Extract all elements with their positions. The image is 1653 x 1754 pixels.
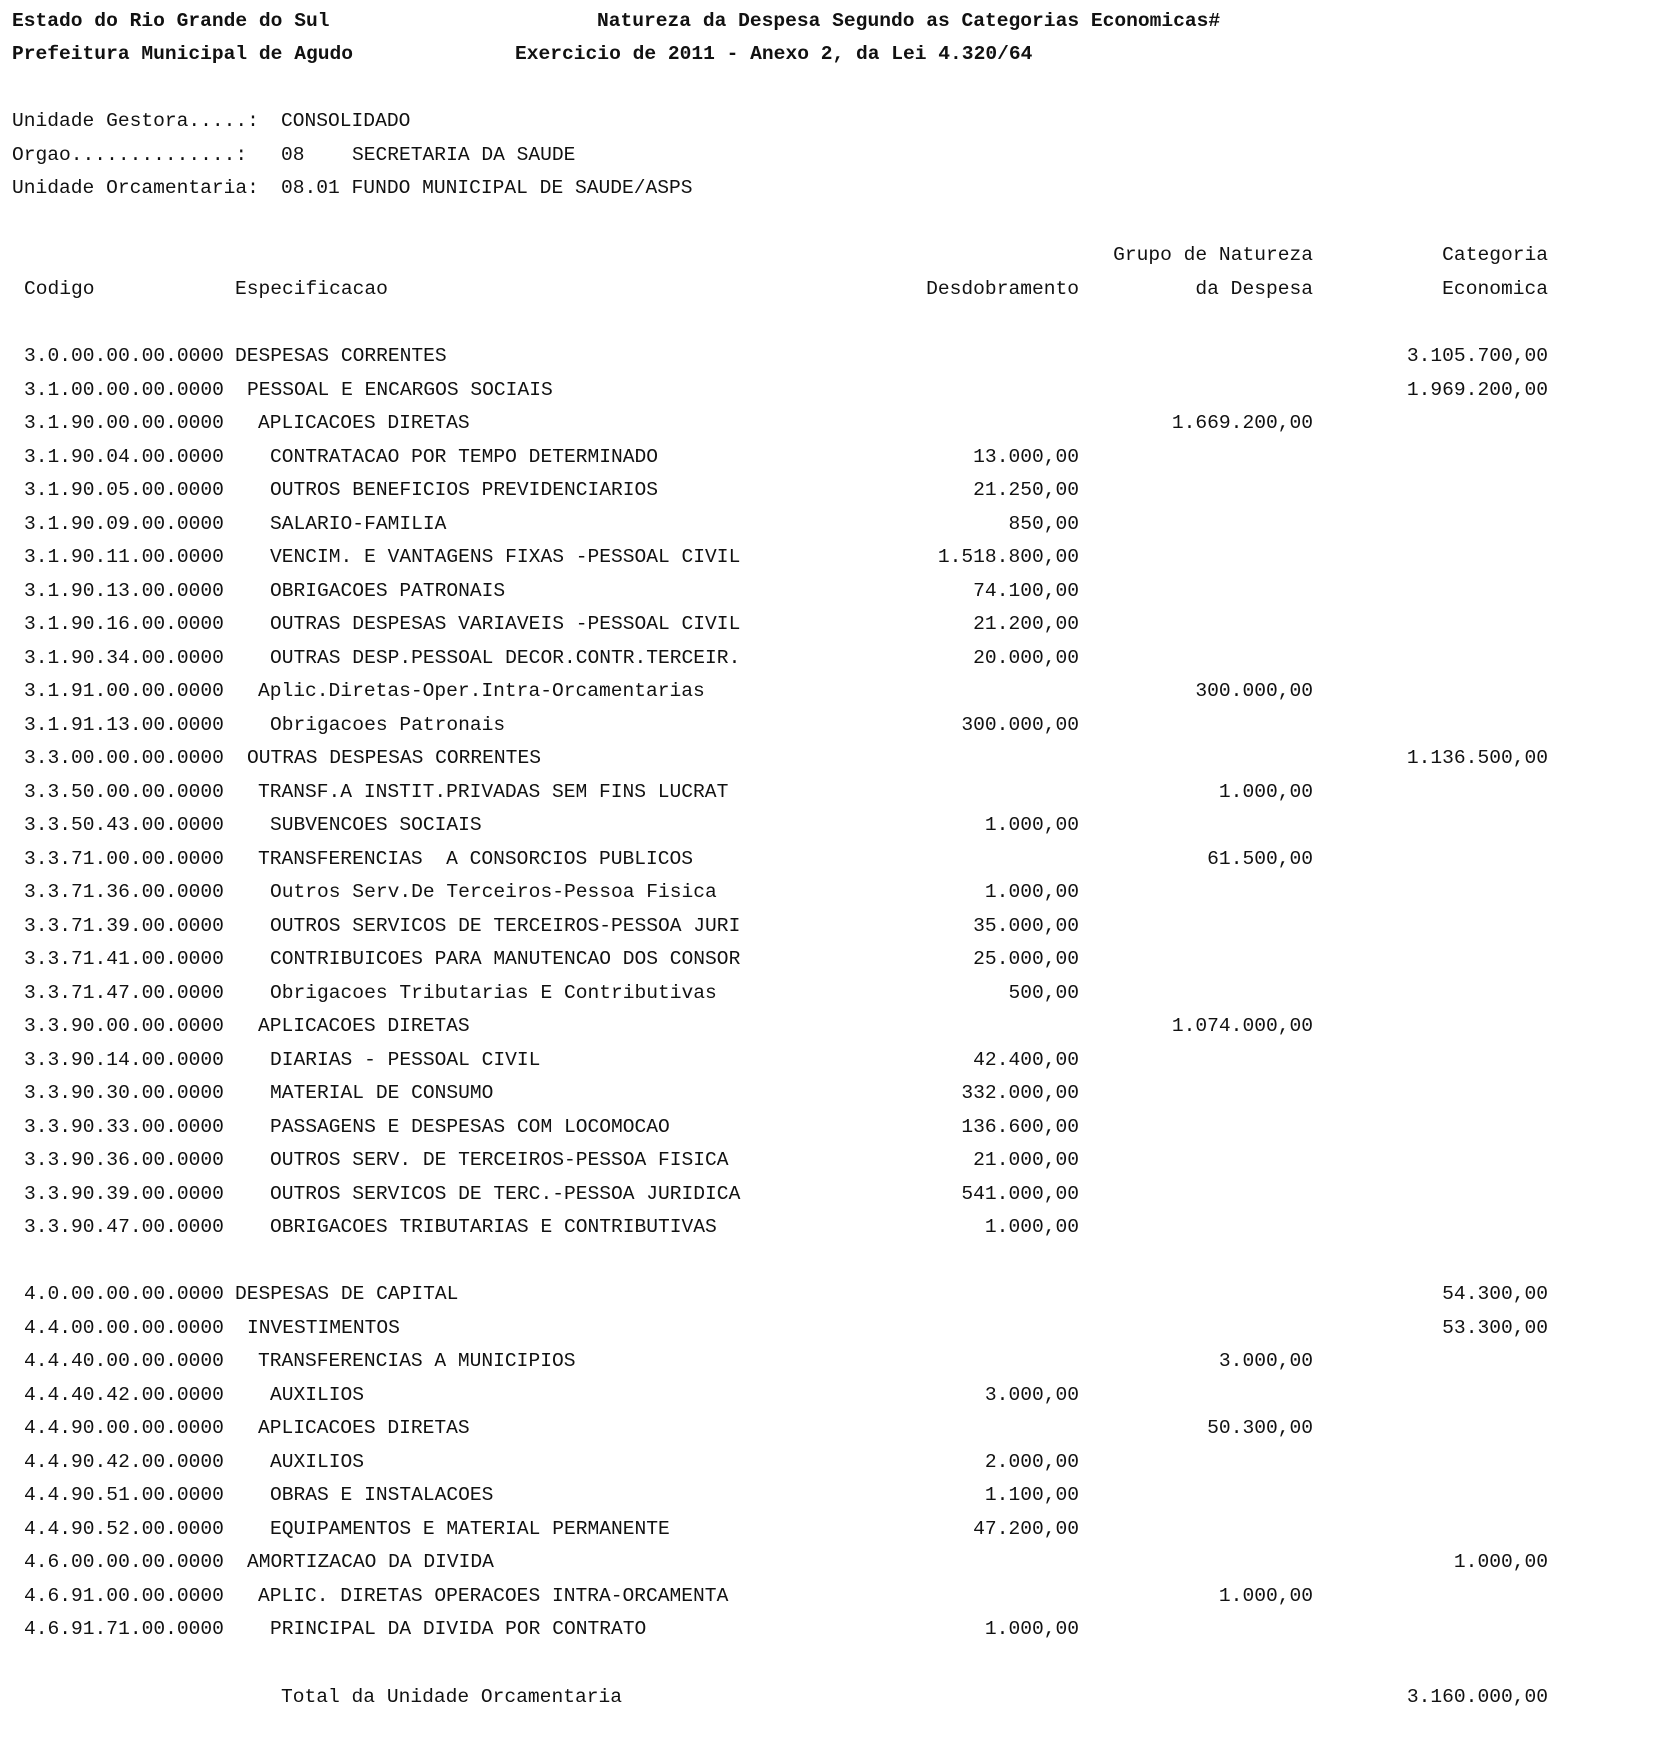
table-row xyxy=(0,714,1653,736)
row-specification: OBRAS E INSTALACOES xyxy=(270,1484,494,1506)
row-code: 4.4.90.51.00.0000 xyxy=(24,1484,224,1506)
row-desdobramento: 21.250,00 xyxy=(973,479,1079,501)
table-row xyxy=(0,1283,1653,1305)
row-code: 3.0.00.00.00.0000 xyxy=(24,345,224,367)
row-specification: AUXILIOS xyxy=(270,1451,365,1473)
row-grupo: 300.000,00 xyxy=(1195,680,1313,702)
row-desdobramento: 1.000,00 xyxy=(984,1216,1079,1238)
orgao-code: 08 xyxy=(281,144,305,166)
table-row xyxy=(0,915,1653,937)
row-categoria: 1.136.500,00 xyxy=(1406,747,1548,769)
row-desdobramento: 20.000,00 xyxy=(973,647,1079,669)
report-title: Natureza da Despesa Segundo as Categorias Economicas# xyxy=(597,10,1221,32)
row-desdobramento: 25.000,00 xyxy=(973,948,1079,970)
row-categoria: 3.105.700,00 xyxy=(1406,345,1548,367)
row-categoria: 53.300,00 xyxy=(1442,1317,1548,1339)
row-code: 4.4.90.42.00.0000 xyxy=(24,1451,224,1473)
row-code: 3.3.00.00.00.0000 xyxy=(24,747,224,769)
table-row xyxy=(0,1250,1653,1272)
row-desdobramento: 42.400,00 xyxy=(973,1049,1079,1071)
table-row xyxy=(0,1216,1653,1238)
row-code: 3.1.90.09.00.0000 xyxy=(24,513,224,535)
row-code: 4.4.00.00.00.0000 xyxy=(24,1317,224,1339)
row-desdobramento: 21.000,00 xyxy=(973,1149,1079,1171)
table-row xyxy=(0,1451,1653,1473)
row-desdobramento: 850,00 xyxy=(1008,513,1079,535)
row-specification: MATERIAL DE CONSUMO xyxy=(270,1082,494,1104)
row-grupo: 1.000,00 xyxy=(1218,1585,1313,1607)
row-specification: PASSAGENS E DESPESAS COM LOCOMOCAO xyxy=(270,1116,670,1138)
row-desdobramento: 1.100,00 xyxy=(984,1484,1079,1506)
table-row xyxy=(0,446,1653,468)
row-specification: SALARIO-FAMILIA xyxy=(270,513,447,535)
table-row xyxy=(0,1551,1653,1573)
row-desdobramento: 3.000,00 xyxy=(984,1384,1079,1406)
row-code: 3.3.50.43.00.0000 xyxy=(24,814,224,836)
table-row xyxy=(0,412,1653,434)
row-code: 3.3.90.00.00.0000 xyxy=(24,1015,224,1037)
row-grupo: 1.074.000,00 xyxy=(1171,1015,1313,1037)
orgao-label: Orgao..............: xyxy=(12,144,248,166)
table-row xyxy=(0,1618,1653,1640)
column-header-desdobramento: Desdobramento xyxy=(926,278,1079,300)
row-code: 3.1.90.05.00.0000 xyxy=(24,479,224,501)
table-row xyxy=(0,1317,1653,1339)
table-row xyxy=(0,1518,1653,1540)
table-row xyxy=(0,613,1653,635)
row-code: 3.3.71.00.00.0000 xyxy=(24,848,224,870)
row-specification: OBRIGACOES TRIBUTARIAS E CONTRIBUTIVAS xyxy=(270,1216,717,1238)
unidade-gestora-value: CONSOLIDADO xyxy=(281,110,411,132)
row-desdobramento: 1.000,00 xyxy=(984,1618,1079,1640)
table-row xyxy=(0,1082,1653,1104)
table-row xyxy=(0,479,1653,501)
state-name: Estado do Rio Grande do Sul xyxy=(12,10,330,32)
row-desdobramento: 1.000,00 xyxy=(984,881,1079,903)
row-code: 3.3.71.39.00.0000 xyxy=(24,915,224,937)
table-row xyxy=(0,982,1653,1004)
column-header-especificacao: Especificacao xyxy=(235,278,388,300)
table-row xyxy=(0,580,1653,602)
row-code: 4.6.91.00.00.0000 xyxy=(24,1585,224,1607)
row-code: 3.1.00.00.00.0000 xyxy=(24,379,224,401)
row-desdobramento: 13.000,00 xyxy=(973,446,1079,468)
table-row xyxy=(0,546,1653,568)
row-specification: INVESTIMENTOS xyxy=(247,1317,400,1339)
table-row xyxy=(0,1015,1653,1037)
row-specification: Obrigacoes Tributarias E Contributivas xyxy=(270,982,717,1004)
row-code: 3.1.90.04.00.0000 xyxy=(24,446,224,468)
table-row xyxy=(0,1183,1653,1205)
column-header-grupo-line2: da Despesa xyxy=(1195,278,1313,300)
row-specification: APLICACOES DIRETAS xyxy=(258,1015,470,1037)
table-row xyxy=(0,948,1653,970)
unidade-orcamentaria-label: Unidade Orcamentaria: xyxy=(12,177,259,199)
row-grupo: 1.000,00 xyxy=(1218,781,1313,803)
row-specification: Outros Serv.De Terceiros-Pessoa Fisica xyxy=(270,881,717,903)
unidade-orcamentaria-value: 08.01 FUNDO MUNICIPAL DE SAUDE/ASPS xyxy=(281,177,693,199)
row-specification: AUXILIOS xyxy=(270,1384,365,1406)
row-desdobramento: 35.000,00 xyxy=(973,915,1079,937)
row-specification: VENCIM. E VANTAGENS FIXAS -PESSOAL CIVIL xyxy=(270,546,741,568)
table-row xyxy=(0,513,1653,535)
table-row xyxy=(0,1049,1653,1071)
table-row xyxy=(0,881,1653,903)
row-desdobramento: 47.200,00 xyxy=(973,1518,1079,1540)
row-desdobramento: 541.000,00 xyxy=(961,1183,1079,1205)
table-row xyxy=(0,345,1653,367)
row-code: 3.3.90.39.00.0000 xyxy=(24,1183,224,1205)
row-code: 3.1.91.13.00.0000 xyxy=(24,714,224,736)
row-specification: OBRIGACOES PATRONAIS xyxy=(270,580,506,602)
table-row xyxy=(0,848,1653,870)
row-code: 3.1.90.16.00.0000 xyxy=(24,613,224,635)
row-code: 3.3.90.14.00.0000 xyxy=(24,1049,224,1071)
column-header-codigo: Codigo xyxy=(24,278,95,300)
row-grupo: 50.300,00 xyxy=(1207,1417,1313,1439)
table-row xyxy=(0,1149,1653,1171)
row-specification: OUTRAS DESPESAS VARIAVEIS -PESSOAL CIVIL xyxy=(270,613,741,635)
table-row xyxy=(0,1585,1653,1607)
row-code: 3.3.71.47.00.0000 xyxy=(24,982,224,1004)
row-code: 3.1.90.13.00.0000 xyxy=(24,580,224,602)
row-code: 4.4.90.00.00.0000 xyxy=(24,1417,224,1439)
row-code: 3.3.71.41.00.0000 xyxy=(24,948,224,970)
table-row xyxy=(0,1116,1653,1138)
table-row xyxy=(0,680,1653,702)
row-specification: OUTROS SERVICOS DE TERC.-PESSOA JURIDICA xyxy=(270,1183,741,1205)
row-specification: CONTRATACAO POR TEMPO DETERMINADO xyxy=(270,446,659,468)
row-desdobramento: 136.600,00 xyxy=(961,1116,1079,1138)
unidade-gestora-label: Unidade Gestora.....: xyxy=(12,110,259,132)
column-header-categoria-line1: Categoria xyxy=(1442,244,1548,266)
row-desdobramento: 300.000,00 xyxy=(961,714,1079,736)
row-specification: DIARIAS - PESSOAL CIVIL xyxy=(270,1049,541,1071)
row-specification: CONTRIBUICOES PARA MANUTENCAO DOS CONSOR xyxy=(270,948,741,970)
column-header-categoria-line2: Economica xyxy=(1442,278,1548,300)
total-value: 3.160.000,00 xyxy=(1406,1686,1548,1708)
row-grupo: 1.669.200,00 xyxy=(1171,412,1313,434)
row-specification: OUTRAS DESPESAS CORRENTES xyxy=(247,747,541,769)
table-row xyxy=(0,814,1653,836)
row-desdobramento: 1.000,00 xyxy=(984,814,1079,836)
row-categoria: 1.969.200,00 xyxy=(1406,379,1548,401)
row-specification: OUTRAS DESP.PESSOAL DECOR.CONTR.TERCEIR. xyxy=(270,647,741,669)
column-header-grupo-line1: Grupo de Natureza xyxy=(1113,244,1313,266)
row-desdobramento: 332.000,00 xyxy=(961,1082,1079,1104)
row-code: 3.1.90.34.00.0000 xyxy=(24,647,224,669)
row-code: 3.1.90.11.00.0000 xyxy=(24,546,224,568)
row-code: 3.1.90.00.00.0000 xyxy=(24,412,224,434)
row-desdobramento: 1.518.800,00 xyxy=(937,546,1079,568)
row-specification: EQUIPAMENTOS E MATERIAL PERMANENTE xyxy=(270,1518,670,1540)
row-code: 4.6.91.71.00.0000 xyxy=(24,1618,224,1640)
row-specification: AMORTIZACAO DA DIVIDA xyxy=(247,1551,494,1573)
row-code: 3.3.71.36.00.0000 xyxy=(24,881,224,903)
row-specification: OUTROS SERVICOS DE TERCEIROS-PESSOA JURI xyxy=(270,915,741,937)
table-row xyxy=(0,1417,1653,1439)
row-specification: OUTROS SERV. DE TERCEIROS-PESSOA FISICA xyxy=(270,1149,729,1171)
row-code: 3.3.90.47.00.0000 xyxy=(24,1216,224,1238)
row-desdobramento: 2.000,00 xyxy=(984,1451,1079,1473)
row-code: 4.4.40.42.00.0000 xyxy=(24,1384,224,1406)
table-row xyxy=(0,781,1653,803)
row-categoria: 54.300,00 xyxy=(1442,1283,1548,1305)
row-grupo: 61.500,00 xyxy=(1207,848,1313,870)
row-specification: TRANSF.A INSTIT.PRIVADAS SEM FINS LUCRAT xyxy=(258,781,729,803)
row-specification: PESSOAL E ENCARGOS SOCIAIS xyxy=(247,379,553,401)
row-specification: OUTROS BENEFICIOS PREVIDENCIARIOS xyxy=(270,479,659,501)
row-code: 3.3.90.30.00.0000 xyxy=(24,1082,224,1104)
row-specification: SUBVENCOES SOCIAIS xyxy=(270,814,482,836)
row-code: 3.3.90.33.00.0000 xyxy=(24,1116,224,1138)
row-code: 3.3.50.00.00.0000 xyxy=(24,781,224,803)
row-specification: Obrigacoes Patronais xyxy=(270,714,506,736)
table-row xyxy=(0,379,1653,401)
table-row xyxy=(0,1350,1653,1372)
row-desdobramento: 74.100,00 xyxy=(973,580,1079,602)
row-specification: TRANSFERENCIAS A CONSORCIOS PUBLICOS xyxy=(258,848,694,870)
row-desdobramento: 500,00 xyxy=(1008,982,1079,1004)
row-specification: APLIC. DIRETAS OPERACOES INTRA-ORCAMENTA xyxy=(258,1585,729,1607)
row-specification: APLICACOES DIRETAS xyxy=(258,412,470,434)
municipality-name: Prefeitura Municipal de Agudo xyxy=(12,43,353,65)
table-row xyxy=(0,647,1653,669)
row-code: 4.4.40.00.00.0000 xyxy=(24,1350,224,1372)
row-specification: APLICACOES DIRETAS xyxy=(258,1417,470,1439)
table-row xyxy=(0,747,1653,769)
row-specification: DESPESAS CORRENTES xyxy=(235,345,447,367)
row-code: 3.1.91.00.00.0000 xyxy=(24,680,224,702)
row-code: 4.4.90.52.00.0000 xyxy=(24,1518,224,1540)
orgao-name: SECRETARIA DA SAUDE xyxy=(352,144,576,166)
row-specification: PRINCIPAL DA DIVIDA POR CONTRATO xyxy=(270,1618,647,1640)
row-code: 4.6.00.00.00.0000 xyxy=(24,1551,224,1573)
row-specification: TRANSFERENCIAS A MUNICIPIOS xyxy=(258,1350,576,1372)
row-code: 3.3.90.36.00.0000 xyxy=(24,1149,224,1171)
row-specification: DESPESAS DE CAPITAL xyxy=(235,1283,459,1305)
row-categoria: 1.000,00 xyxy=(1453,1551,1548,1573)
row-desdobramento: 21.200,00 xyxy=(973,613,1079,635)
row-code: 4.0.00.00.00.0000 xyxy=(24,1283,224,1305)
table-row xyxy=(0,1484,1653,1506)
row-specification: Aplic.Diretas-Oper.Intra-Orcamentarias xyxy=(258,680,705,702)
table-row xyxy=(0,1384,1653,1406)
row-grupo: 3.000,00 xyxy=(1218,1350,1313,1372)
report-subtitle: Exercicio de 2011 - Anexo 2, da Lei 4.320/64 xyxy=(515,43,1033,65)
total-label: Total da Unidade Orcamentaria xyxy=(281,1686,622,1708)
